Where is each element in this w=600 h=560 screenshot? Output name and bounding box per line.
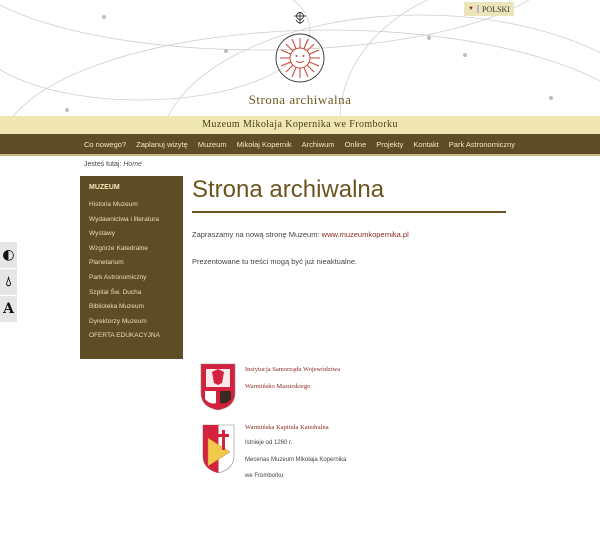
language-selector[interactable] <box>464 2 514 16</box>
sidebar-item-park-astronomiczny[interactable]: Park Astronomiczny <box>89 273 147 281</box>
dropdown-arrow-icon: ▼ <box>468 6 474 12</box>
sun-logo[interactable] <box>270 6 330 90</box>
nav-archiwum[interactable]: Archiwum <box>301 139 335 149</box>
nav-muzeum[interactable]: Muzeum <box>197 139 227 149</box>
font-size-icon[interactable]: A <box>0 296 17 323</box>
nav-kontakt[interactable]: Kontakt <box>413 139 439 149</box>
partner1-line1[interactable]: Instytucja Samorządu Województwa <box>245 366 341 373</box>
poland-flag-icon <box>477 5 479 13</box>
sidebar-item-wydawnictwa[interactable]: Wydawnictwa i literatura <box>89 215 160 223</box>
sidebar-item-planetarium[interactable]: Planetarium <box>89 259 124 267</box>
sidebar-item-wystawy[interactable]: Wystawy <box>89 230 115 238</box>
nav-online[interactable]: Online <box>344 139 367 149</box>
intro-paragraph <box>192 230 409 239</box>
sidebar-item-historia-muzeum[interactable]: Historia Muzeum <box>89 201 138 208</box>
nav-park-astronomiczny[interactable]: Park Astronomiczny <box>448 139 516 149</box>
notice-paragraph: Prezentowane tu treści mogą być już nieaktualne. <box>192 257 358 266</box>
partner2-line3: Mecenas Muzeum Mikołaja Kopernika <box>245 457 347 463</box>
contrast-icon[interactable]: ◐ <box>0 242 17 269</box>
sidebar-item-biblioteka[interactable]: Biblioteka Muzeum <box>89 303 144 311</box>
ink-drop-icon[interactable]: 💧︎ <box>0 269 17 296</box>
nav-projekty[interactable]: Projekty <box>376 139 404 149</box>
sidebar-menu <box>80 176 183 359</box>
sidebar-item-oferta-edukacyjna[interactable]: OFERTA EDUKACYJNA <box>89 332 160 340</box>
breadcrumb-prefix: Jesteś tutaj: <box>84 161 122 168</box>
sidebar-item-wzgorze-katedralne[interactable]: Wzgórze Katedralne <box>89 244 148 252</box>
sidebar-heading[interactable]: MUZEUM <box>89 184 120 191</box>
partner2-line2: Istnieje od 1260 r. <box>245 440 293 446</box>
partner2-line1[interactable]: Warmińska Kapituła Katedralna <box>245 424 329 431</box>
language-label: POLSKI <box>481 4 510 14</box>
nav-co-nowego[interactable]: Co nowego? <box>84 139 127 149</box>
partner1-line2[interactable]: Warmińsko Mazurskiego <box>245 383 311 390</box>
coat-of-arms-icon[interactable] <box>200 363 236 411</box>
main-navigation <box>0 134 600 156</box>
title-divider <box>192 211 506 213</box>
page-title: Strona archiwalna <box>192 176 385 203</box>
breadcrumb <box>84 161 142 168</box>
museum-name-banner: Muzeum Mikołaja Kopernika we Fromborku <box>0 116 600 134</box>
sidebar-item-dyrektorzy[interactable]: Dyrektorzy Muzeum <box>89 317 147 325</box>
intro-text: Zapraszamy na nową stronę Muzeum: <box>192 230 320 239</box>
breadcrumb-current[interactable]: Home <box>123 161 142 168</box>
accessibility-toolbar <box>0 242 17 323</box>
new-site-link[interactable]: www.muzeumkopernika.pl <box>321 230 409 239</box>
site-title: Strona archiwalna <box>248 92 352 107</box>
chapter-emblem-icon[interactable] <box>202 424 235 474</box>
nav-mikolaj-kopernik[interactable]: Mikołaj Kopernik <box>236 139 292 149</box>
sidebar-item-szpital[interactable]: Szpital Św. Ducha <box>89 288 142 296</box>
partner2-line4: we Fromborku <box>245 473 284 479</box>
nav-zaplanuj-wizyte[interactable]: Zaplanuj wizytę <box>136 139 188 149</box>
